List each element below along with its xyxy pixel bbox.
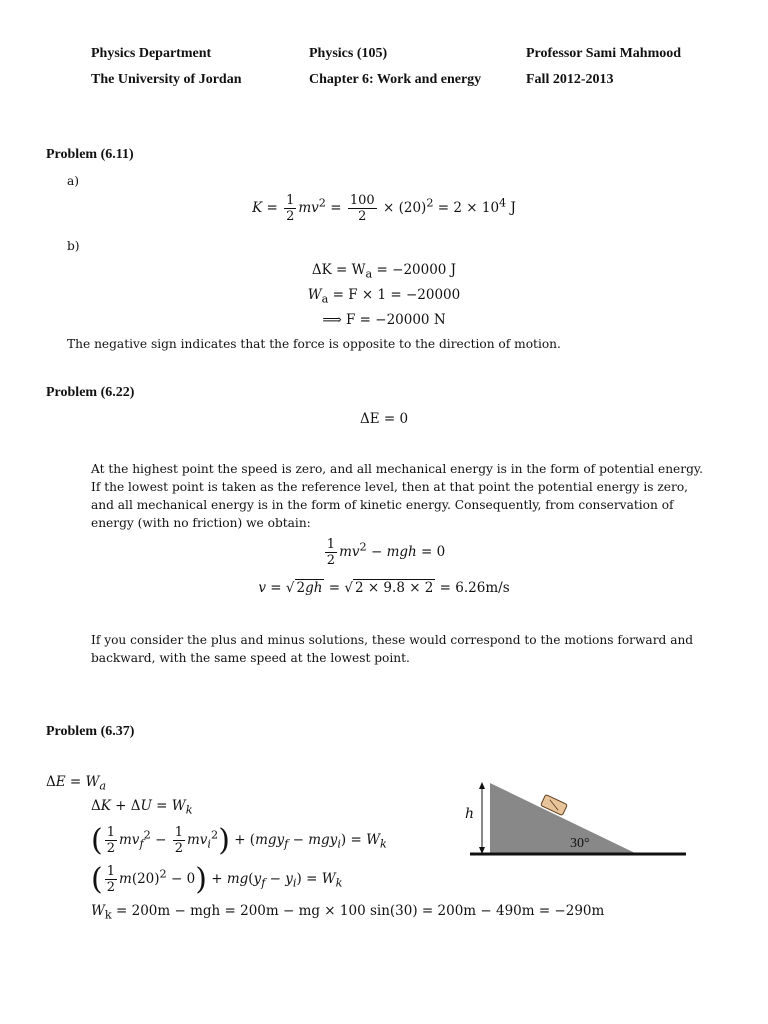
header-department: Physics Department: [91, 46, 212, 61]
header-term: Fall 2012-2013: [526, 72, 614, 87]
note-negative-sign: The negative sign indicates that the force is opposite to the direction of motion.: [67, 337, 561, 351]
paragraph-plus-minus: If you consider the plus and minus solutions, these would correspond to the motions forward and backward, with the same speed at the lowest point.: [91, 633, 694, 665]
equation-velocity: v = √ 2gh = √ 2 × 9.8 × 2 = 6.26m/s: [258, 580, 510, 596]
equation-force-result: ⟹ F = −20000 N: [322, 312, 446, 328]
equation-delta-e-work: $\Delta E = W_a$: [46, 774, 107, 793]
header-university: The University of Jordan: [91, 72, 242, 87]
equation-kinetic-energy: K = $\frac{1}{2}$ $mv^2$ = $\frac{100}{2}$ × $(20)^2 = 2 \times 10^4$ J: [252, 193, 516, 224]
header-course: Physics (105): [309, 46, 388, 61]
equation-dk-du: $\Delta K + \Delta U = W_k$: [91, 798, 193, 817]
problem-6-11-title: Problem (6.11): [46, 147, 134, 162]
header-chapter: Chapter 6: Work and energy: [309, 72, 482, 87]
part-b-label: b): [67, 239, 80, 253]
problem-6-22-title: Problem (6.22): [46, 385, 135, 400]
equation-energy-balance: $\frac{1}{2}$ $mv^2$ − mgh = 0: [326, 537, 446, 568]
equation-delta-e-zero: ΔE = 0: [359, 411, 409, 427]
paragraph-conservation: At the highest point the speed is zero, and all mechanical energy is in the form of potential energy. If the lowest point is taken as the reference level, then at that point the potential energy is zero, and all mechanical energy is in the form of kinetic energy. Consequently, from conservation of energy (with no friction) we obtain:: [91, 462, 704, 530]
part-a-label: a): [67, 174, 80, 188]
height-label: h: [465, 806, 475, 822]
equation-substituted: ( $\frac{1}{2}$ $m(20)^2 - 0) + mg(y_f - y_i) = W_k$: [91, 862, 343, 897]
equation-expanded: ( $\frac{1}{2}$ $mv_f^2$ − $\frac{1}{2}$ $mv_i^2) + (mgy_f - mgy_i) = W_k$: [91, 823, 387, 858]
equation-work-force: $W_a = F \times 1 = -20000$: [307, 287, 461, 306]
height-arrow-head-top: [479, 782, 485, 789]
angle-label: 30°: [570, 836, 590, 851]
incline-triangle: [490, 783, 635, 853]
equation-delta-k: $\Delta K = W_a = -20000$ J: [311, 262, 457, 281]
problem-6-37-title: Problem (6.37): [46, 724, 135, 739]
equation-final-work: $W_k = 200m$ − mgh = 200m − mg × 100 sin(30) = 200m − 490m = −290m: [91, 903, 605, 922]
header-professor: Professor Sami Mahmood: [526, 46, 682, 61]
